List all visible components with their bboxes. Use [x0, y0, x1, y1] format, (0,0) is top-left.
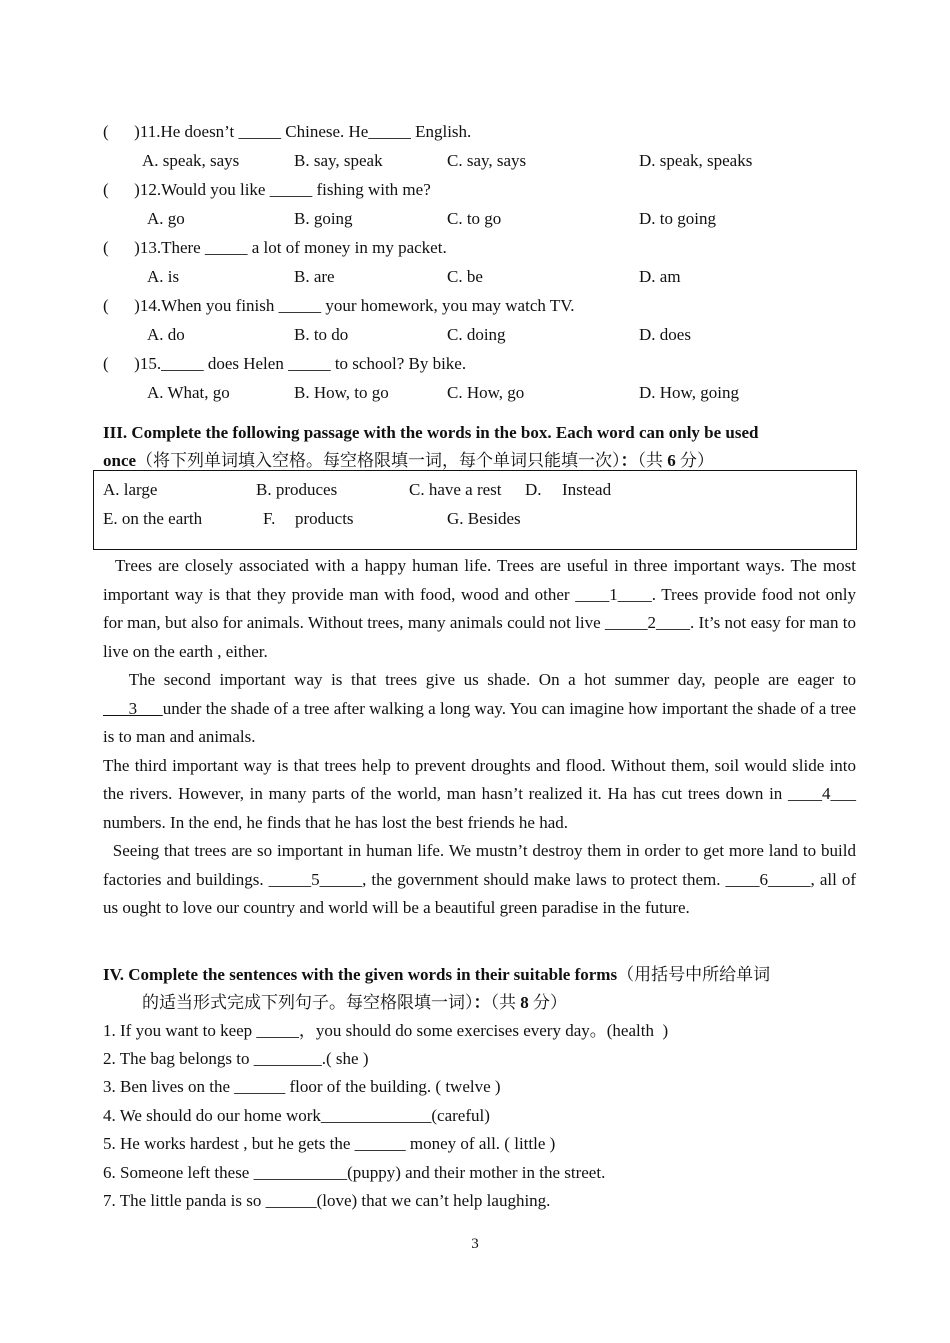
q11-option-c: C. say, says	[447, 151, 527, 170]
blank-3: 3	[103, 698, 163, 718]
q12-option-b: B. going	[294, 209, 353, 228]
sentence-5: 5. He works hardest , but he gets the ______ money of all. ( little )	[103, 1134, 556, 1153]
passage-paragraph-4: Seeing that trees are so important in human life. We mustn’t destroy them in order to get more land to build factories and buildings. _____5_____, the government should make laws to protect them. ____6_____, all of us ought to love our country and world will be a beautiful green paradise in the future.	[103, 841, 856, 917]
word-c: C. have a rest	[409, 480, 502, 499]
word-g: G. Besides	[447, 509, 521, 528]
passage-paragraph-1: Trees are closely associated with a happy human life. Trees are useful in three important ways. The most important way is that they provide man with food, wood and other ____1____. Trees provide food not only for man, but also for animals. Without trees, many animals could not live _____2____. It’s not easy for man to live on the earth , either.	[103, 556, 856, 661]
question-11: ( )11.He doesn’t _____ Chinese. He_____ English.	[103, 122, 472, 141]
passage-paragraph-3: The third important way is that trees help to prevent droughts and flood. Without them, soil would slide into the rivers. However, in many parts of the world, man hasn’t realized it. Ha has cut trees down in ____4___ numbers. In the end, he finds that he has lost the best friends he had.	[103, 755, 856, 832]
q14-option-b: B. to do	[294, 325, 349, 344]
sentence-7: 7. The little panda is so ______(love) that we can’t help laughing.	[103, 1191, 551, 1210]
section4-heading-line2: 的适当形式完成下列句子。每空格限填一词）：（共 8 分）	[142, 993, 567, 1012]
q12-option-c: C. to go	[447, 209, 502, 228]
q14-option-a: A. do	[147, 325, 185, 344]
word-a: A. large	[103, 480, 158, 499]
q11-option-d: D. speak, speaks	[639, 151, 753, 170]
section3-heading-line2: once（将下列单词填入空格。每空格限填一词，每个单词只能填一次）：（共 6 分）	[103, 451, 715, 470]
word-d: Instead	[562, 480, 612, 499]
q12-option-a: A. go	[147, 209, 185, 228]
sentence-2: 2. The bag belongs to ________.( she )	[103, 1049, 369, 1068]
section4-heading: IV. Complete the sentences with the given words in their suitable forms（用括号中所给单词	[103, 965, 771, 984]
sentence-6: 6. Someone left these ___________(puppy) and their mother in the street.	[103, 1163, 606, 1182]
passage	[103, 552, 856, 923]
question-13: ( )13.There _____ a lot of money in my packet.	[103, 238, 447, 257]
q14-option-d: D. does	[639, 325, 691, 344]
q15-option-c: C. How, go	[447, 383, 525, 402]
question-12: ( )12.Would you like _____ fishing with me?	[103, 180, 431, 199]
q15-option-b: B. How, to go	[294, 383, 389, 402]
q12-option-d: D. to going	[639, 209, 716, 228]
word-d-label: D.	[525, 480, 542, 499]
q13-option-c: C. be	[447, 267, 483, 286]
section3-heading: III. Complete the following passage with the words in the box. Each word can only be used	[103, 423, 759, 442]
word-f: products	[295, 509, 354, 528]
q11-option-b: B. say, speak	[294, 151, 383, 170]
q13-option-b: B. are	[294, 267, 335, 286]
sentence-3: 3. Ben lives on the ______ floor of the building. ( twelve )	[103, 1077, 501, 1096]
q15-option-a: A. What, go	[147, 383, 230, 402]
question-15: ( )15._____ does Helen _____ to school? By bike.	[103, 354, 467, 373]
sentence-4: 4. We should do our home work_____________(careful)	[103, 1106, 490, 1125]
q14-option-c: C. doing	[447, 325, 506, 344]
word-e: E. on the earth	[103, 509, 203, 528]
sentence-1: 1. If you want to keep _____，you should do some exercises every day。(health )	[103, 1021, 669, 1040]
word-f-label: F.	[263, 509, 276, 528]
q15-option-d: D. How, going	[639, 383, 739, 402]
q13-option-d: D. am	[639, 267, 681, 286]
passage-paragraph-2: The second important way is that trees give us shade. On a hot summer day, people are eager to 3 under the shade of a tree after walking a long way. You can imagine how important the shade of a tree is to man and animals.	[103, 670, 856, 746]
page-number: 3	[471, 1236, 479, 1252]
q13-option-a: A. is	[147, 267, 180, 286]
q11-option-a: A. speak, says	[142, 151, 240, 170]
question-14: ( )14.When you finish _____ your homework, you may watch TV.	[103, 296, 575, 315]
word-b: B. produces	[256, 480, 338, 499]
